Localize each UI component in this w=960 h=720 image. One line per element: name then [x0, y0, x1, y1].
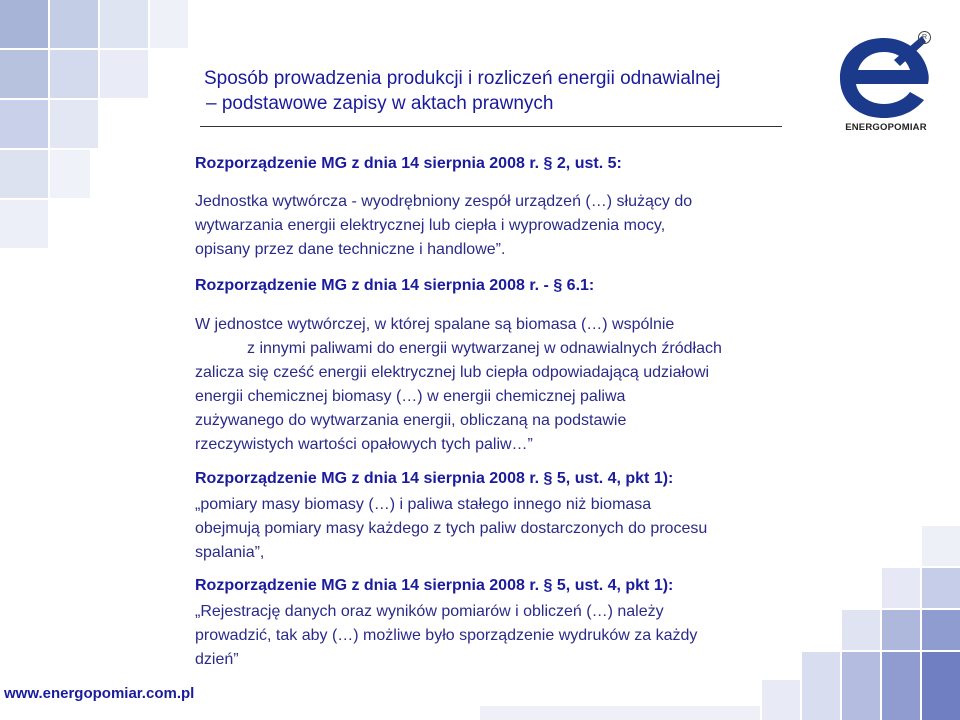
section-2-line-6: rzeczywistych wartości opałowych tych paliw…”: [195, 436, 533, 453]
section-3-line-2: obejmują pomiary masy każdego z tych paliw dostarczonych do procesu: [195, 520, 708, 537]
section-2-line-3: zalicza się cześć energii elektrycznej lub ciepła odpowiadającą udziałowi: [195, 364, 710, 381]
section-4-line-1: „Rejestrację danych oraz wyników pomiarów i obliczeń (…) należy: [195, 603, 664, 620]
section-1-line-2: wytwarzania energii elektrycznej lub ciepła i wyprowadzenia mocy,: [195, 217, 666, 234]
section-2-line-2: z innymi paliwami do energii wytwarzanej w odnawialnych źródłach: [247, 340, 722, 357]
section-heading-1: Rozporządzenie MG z dnia 14 sierpnia 2008 r. § 2, ust. 5:: [195, 155, 622, 172]
logo-brand-name: ENERGOPOMIAR: [845, 122, 927, 133]
energopomiar-logo-icon: [834, 30, 934, 122]
section-heading-4: Rozporządzenie MG z dnia 14 sierpnia 2008 r. § 5, ust. 4, pkt 1):: [195, 577, 674, 594]
section-body-1: [195, 190, 692, 262]
section-4-line-2: prowadzić, tak aby (…) możliwe było sporządzenie wydruków za każdy: [195, 627, 698, 644]
title-divider: [200, 126, 782, 127]
section-1-line-3: opisany przez dane techniczne i handlowe”.: [195, 241, 506, 258]
slide-title-line-2: – podstawowe zapisy w aktach prawnych: [206, 93, 554, 114]
section-3-line-1: „pomiary masy biomasy (…) i paliwa stałego innego niż biomasa: [195, 496, 652, 513]
section-body-2: [195, 313, 722, 457]
slide-title-line-1: Sposób prowadzenia produkcji i rozliczeń energii odnawialnej: [204, 68, 721, 89]
section-heading-3: Rozporządzenie MG z dnia 14 sierpnia 2008 r. § 5, ust. 4, pkt 1):: [195, 470, 674, 487]
registered-mark: R: [918, 31, 931, 44]
footer-url-link[interactable]: www.energopomiar.com.pl: [4, 685, 195, 702]
section-body-4: [195, 600, 697, 672]
section-2-line-5: zużywanego do wytwarzania energii, obliczaną na podstawie: [195, 412, 627, 429]
section-3-line-3: spalania”,: [195, 544, 265, 561]
section-body-3: [195, 493, 707, 565]
section-1-line-1: Jednostka wytwórcza - wyodrębniony zespół urządzeń (…) służący do: [195, 193, 693, 210]
section-2-line-1: W jednostce wytwórczej, w której spalane są biomasa (…) wspólnie: [195, 316, 675, 333]
section-heading-2: Rozporządzenie MG z dnia 14 sierpnia 2008 r. - § 6.1:: [195, 277, 595, 294]
slide-title: [204, 66, 794, 116]
section-4-line-3: dzień”: [195, 651, 239, 668]
section-2-line-4: energii chemicznej biomasy (…) w energii chemicznej paliwa: [195, 388, 626, 405]
